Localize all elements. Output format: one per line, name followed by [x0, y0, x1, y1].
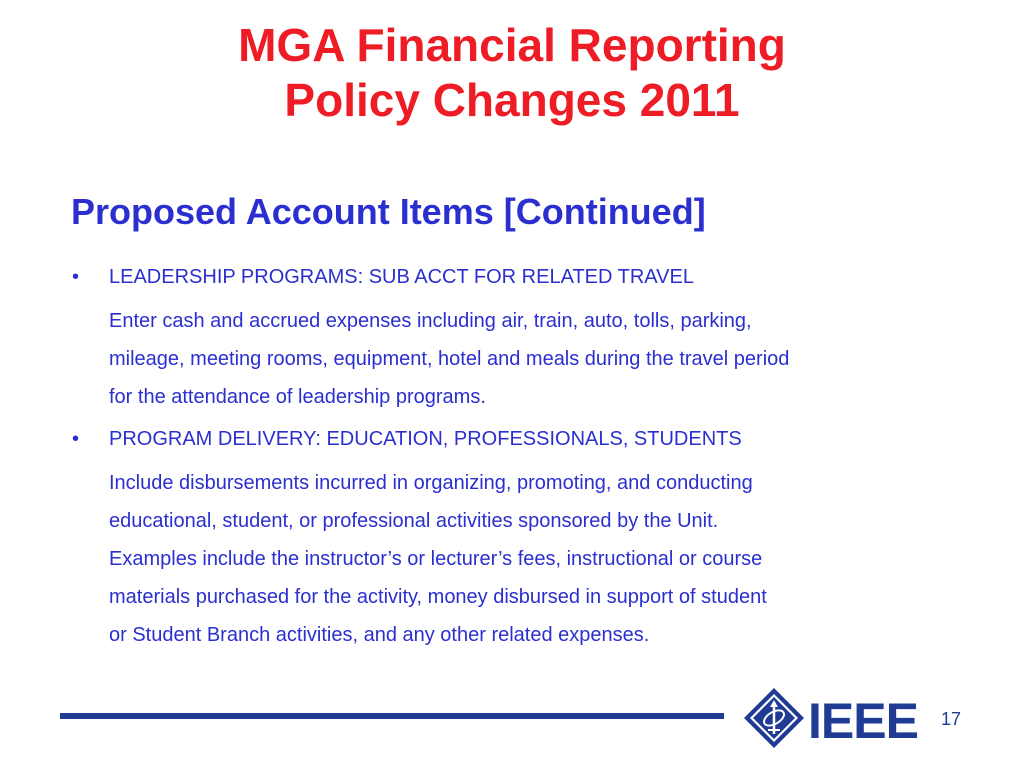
footer-divider: [60, 713, 724, 719]
description-line: Enter cash and accrued expenses including air, train, auto, tolls, parking,: [109, 310, 752, 332]
description-line: for the attendance of leadership programs.: [109, 386, 486, 408]
bullet-item-leadership-programs: [72, 262, 992, 292]
description-line: or Student Branch activities, and any other related expenses.: [109, 624, 650, 646]
description-line: Include disbursements incurred in organizing, promoting, and conducting: [109, 472, 753, 494]
bullet-item-program-delivery: [72, 424, 992, 454]
bullet-mark: •: [72, 428, 80, 450]
ieee-diamond-icon: [744, 688, 804, 748]
ieee-logo: [740, 684, 940, 750]
page-number: 17: [941, 709, 962, 729]
slide-title: [0, 18, 1024, 128]
content-body: [72, 262, 992, 662]
bullet-description: [72, 464, 992, 654]
bullet-description: [72, 302, 992, 416]
bullet-heading: LEADERSHIP PROGRAMS: SUB ACCT FOR RELATED TRAVEL: [109, 266, 694, 288]
description-line: educational, student, or professional activities sponsored by the Unit.: [109, 510, 719, 532]
description-line: mileage, meeting rooms, equipment, hotel and meals during the travel period: [109, 348, 790, 370]
ieee-logo-text: IEEE: [808, 693, 918, 749]
bullet-mark: •: [72, 266, 80, 288]
slide-subtitle: Proposed Account Items [Continued]: [71, 191, 706, 232]
slide-title-line-1: MGA Financial Reporting: [238, 19, 786, 71]
description-line: Examples include the instructor’s or lecturer’s fees, instructional or course: [109, 548, 763, 570]
bullet-heading: PROGRAM DELIVERY: EDUCATION, PROFESSIONALS, STUDENTS: [109, 428, 742, 450]
slide-title-line-2: Policy Changes 2011: [284, 74, 740, 126]
description-line: materials purchased for the activity, money disbursed in support of student: [109, 586, 767, 608]
